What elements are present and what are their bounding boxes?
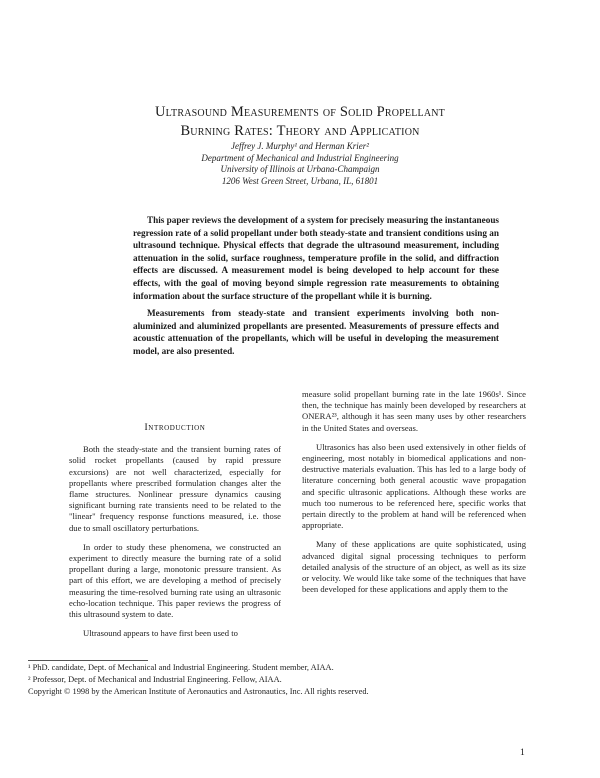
- intro-paragraph-3: Ultrasound appears to have first been used to: [83, 628, 238, 639]
- abstract: [133, 214, 499, 358]
- author-university: University of Illinois at Urbana-Champaign: [220, 164, 380, 174]
- intro-paragraph-1: Both the steady-state and the transient burning rates of solid rocket propellants (caused by rapid pressure excursions) are not well characterized, especially for propellants where prescribed formulation changes alter the flame structures. Nonlinear pressure dynamics causing significant burning rate transients need to be related to the "linear" frequency response functions measured, i.e. those due to small oscillatory perturbations.: [69, 444, 281, 533]
- footnotes: [28, 662, 548, 698]
- right-paragraph-2: Ultrasonics has also been used extensively in other fields of engineering, most notably in biomedical applications and non-destructive materials evaluation. This has led to a large body of literature concerning both general acoustic wave propagation and specific ultrasonic applications. Although these works are much too numerous to be referenced here, specific works that pertain directly to the problem at hand will be referenced when appropriate.: [302, 441, 526, 531]
- author-department: Department of Mechanical and Industrial Engineering: [201, 152, 399, 163]
- footnote-divider: [28, 660, 148, 661]
- paper-title: [60, 103, 540, 141]
- title-line-2: Burning Rates: Theory and Application: [180, 123, 420, 139]
- abstract-paragraph-2: Measurements from steady-state and transient experiments involving both non-aluminized and aluminized propellants are presented. Measurements of pressure effects and acoustic attenuation of the propellants, which will be useful in developing the measurement model, are also presented.: [133, 308, 499, 356]
- title-line-1: Ultrasound Measurements of Solid Propellant: [154, 104, 445, 120]
- author-address: 1206 West Green Street, Urbana, IL, 61801: [221, 175, 379, 186]
- right-paragraph-1: measure solid propellant burning rate in the late 1960s¹. Since then, the technique has mainly been developed by researchers at ONERA²³, although it has seen many uses by other researchers in the United States and overseas.: [302, 389, 526, 433]
- section-heading-introduction: Introduction: [144, 423, 206, 433]
- page-number: 1: [520, 748, 525, 758]
- left-column: [69, 423, 281, 647]
- intro-paragraph-2: In order to study these phenomena, we constructed an experiment to directly measure the burning rate of a solid propellant during a large, monotonic pressure transient. As part of this effort, we are developing a method of precisely measuring the time-resolved burning rate using an ultrasonic echo-location technique. This paper reviews the progress of this ultrasound system to date.: [69, 541, 281, 620]
- author-names: Jeffrey J. Murphy¹ and Herman Krier²: [230, 141, 370, 151]
- right-column: [302, 389, 526, 603]
- author-block: [90, 141, 510, 187]
- right-paragraph-3: Many of these applications are quite sophisticated, using advanced digital signal processing techniques to perform detailed analysis of the structure of an object, as well as its size or velocity. We would like take some of the techniques that have been developed for these applications and apply them to the: [302, 539, 526, 595]
- footnote-2: ² Professor, Dept. of Mechanical and Industrial Engineering. Fellow, AIAA.: [28, 675, 282, 684]
- copyright-notice: Copyright © 1998 by the American Institute of Aeronautics and Astronautics, Inc. All rights reserved.: [28, 687, 369, 696]
- abstract-paragraph-1: This paper reviews the development of a system for precisely measuring the instantaneous regression rate of a solid propellant under both steady-state and transient conditions using an ultrasound technique. Physical effects that degrade the ultrasound measurement, including attenuation in the solid, surface roughness, temperature profile in the solid, and diffraction effects are discussed. A measurement model is being developed to help account for these effects, with the goal of moving beyond simple regression rate measurements to obtaining information about the surface structure of the propellant while it is burning.: [133, 215, 500, 301]
- footnote-1: ¹ PhD. candidate, Dept. of Mechanical and Industrial Engineering. Student member, AIAA.: [28, 663, 334, 672]
